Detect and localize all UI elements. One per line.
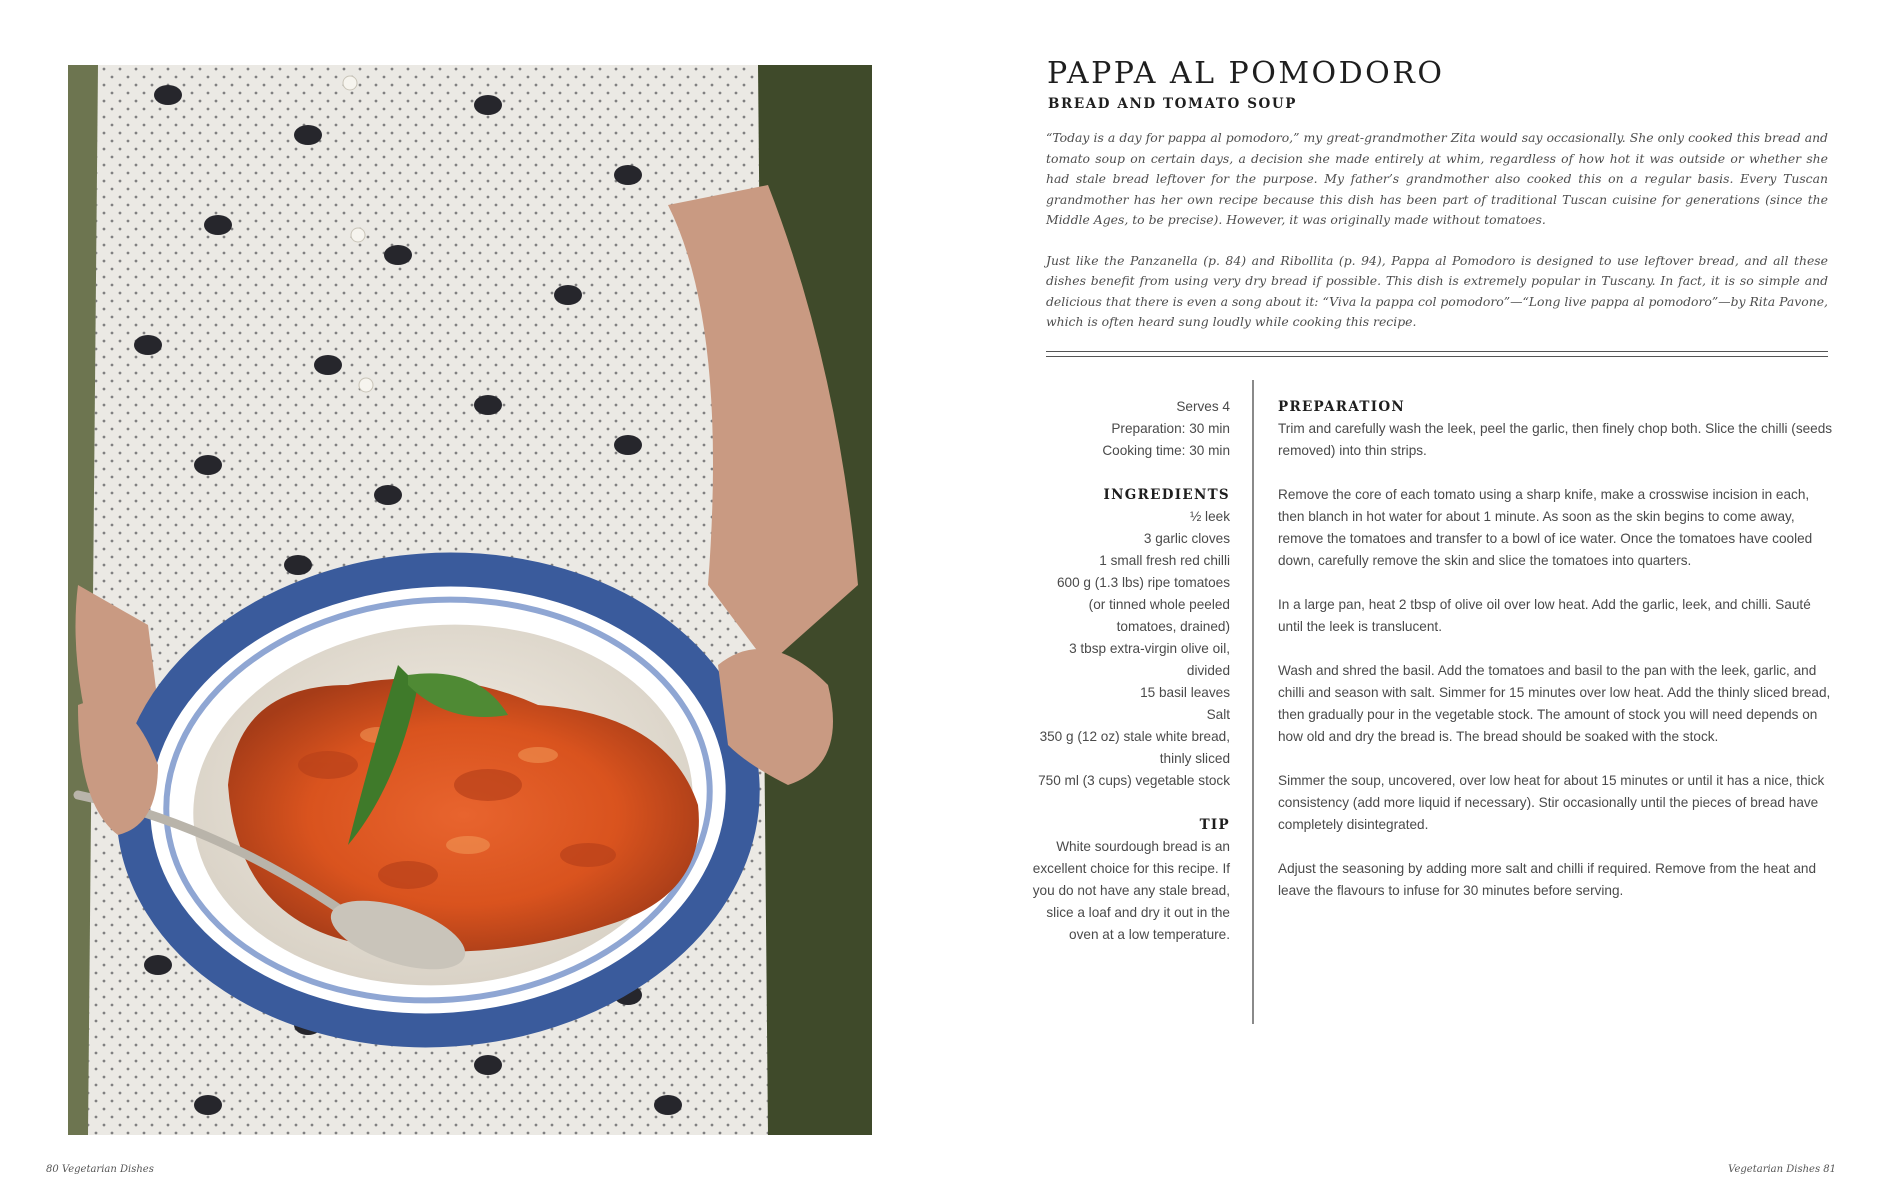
tip-line: slice a loaf and dry it out in the [1046, 905, 1230, 920]
ingredients-list [990, 484, 1230, 792]
ingredient-line: 350 g (12 oz) stale white bread, [1039, 729, 1230, 744]
preparation-step: In a large pan, heat 2 tbsp of olive oil over low heat. Add the garlic, leek, and chilli. Sauté until the leek is translucent. [1278, 597, 1811, 634]
tip-line: you do not have any stale bread, [1032, 883, 1230, 898]
preparation-step: Adjust the seasoning by adding more salt and chilli if required. Remove from the heat and leave the flavours to infuse for 30 minutes before serving. [1278, 861, 1817, 898]
ingredient-line: 750 ml (3 cups) vegetable stock [1038, 773, 1230, 788]
tip-heading: TIP [1199, 817, 1230, 833]
page-footer-right: Vegetarian Dishes 81 [1728, 1164, 1836, 1175]
ingredient-line: tomatoes, drained) [1116, 619, 1230, 634]
intro-paragraph: “Today is a day for pappa al pomodoro,” my great-grandmother Zita would say occasionally. She only cooked this bread and tomato soup on certain days, a decision she made entirely at whim, regardless of how hot it was outside or whether she had stale bread leftover for the purpose. My father’s grandmother also cooked this on a regular basis. Every Tuscan grandmother has her own recipe because this dish has been part of traditional Tuscan cuisine for generations (since the Middle Ages, to be precise). However, it was originally made without tomatoes. [1046, 130, 1828, 227]
recipe-subtitle: BREAD AND TOMATO SOUP [1048, 96, 1298, 112]
preparation-column [1278, 396, 1833, 924]
ingredient-line: ½ leek [1189, 509, 1230, 524]
ingredient-line: 600 g (1.3 lbs) ripe tomatoes [1056, 575, 1230, 590]
preparation-time: Preparation: 30 min [1111, 421, 1230, 436]
info-column [990, 396, 1230, 946]
preparation-step: Wash and shred the basil. Add the tomatoes and basil to the pan with the leek, garlic, and chilli and season with salt. Simmer for 15 minutes over low heat. Add the thinly sliced bread, then gradually pour in the vegetable stock. The amount of stock you will need depends on how old and dry the bread is. The bread should be soaked with the stock. [1278, 663, 1831, 744]
preparation-step: Trim and carefully wash the leek, peel the garlic, then finely chop both. Slice the chilli (seeds removed) into thin strips. [1278, 421, 1833, 458]
ingredient-line: divided [1186, 663, 1230, 678]
tip-box [990, 814, 1230, 946]
preparation-step: Simmer the soup, uncovered, over low heat for about 15 minutes or until it has a nice, thick consistency (add more liquid if necessary). Stir occasionally until the pieces of bread have completely disintegrated. [1278, 773, 1825, 832]
dish-photo [68, 65, 872, 1135]
cooking-time: Cooking time: 30 min [1102, 443, 1230, 458]
tip-line: White sourdough bread is an [1056, 839, 1230, 854]
page-footer-left: 80 Vegetarian Dishes [46, 1164, 154, 1175]
ingredient-line: 3 garlic cloves [1143, 531, 1230, 546]
ingredient-line: Salt [1206, 707, 1230, 722]
column-divider [1252, 380, 1254, 1024]
double-rule-divider [1046, 351, 1828, 357]
ingredient-line: thinly sliced [1159, 751, 1230, 766]
ingredient-line: 3 tbsp extra-virgin olive oil, [1069, 641, 1230, 656]
ingredient-line: 15 basil leaves [1140, 685, 1230, 700]
intro-text [1046, 128, 1828, 353]
recipe-title: PAPPA AL POMODORO [1047, 56, 1445, 91]
ingredient-line: (or tinned whole peeled [1088, 597, 1230, 612]
tip-line: excellent choice for this recipe. If [1032, 861, 1230, 876]
serves-text: Serves 4 [1176, 399, 1230, 414]
tip-line: oven at a low temperature. [1069, 927, 1230, 942]
ingredients-heading: INGREDIENTS [1103, 487, 1230, 503]
ingredient-line: 1 small fresh red chilli [1099, 553, 1230, 568]
preparation-heading: PREPARATION [1278, 399, 1406, 415]
intro-paragraph: Just like the Panzanella (p. 84) and Ribollita (p. 94), Pappa al Pomodoro is designed to use leftover bread, and all these dishes benefit from using very dry bread if possible. This dish is extremely popular in Tuscany. In fact, it is so simple and delicious that there is even a song about it: “Viva la pappa col pomodoro”—“Long live pappa al pomodoro”—by Rita Pavone, which is often heard sung loudly while cooking this recipe. [1046, 252, 1828, 329]
preparation-step: Remove the core of each tomato using a sharp knife, make a crosswise incision in each, then blanch in hot water for about 1 minute. As soon as the skin begins to come away, remove the tomatoes and transfer to a bowl of ice water. Once the tomatoes have cooled down, carefully remove the skin and slice the tomatoes into quarters. [1278, 487, 1813, 568]
